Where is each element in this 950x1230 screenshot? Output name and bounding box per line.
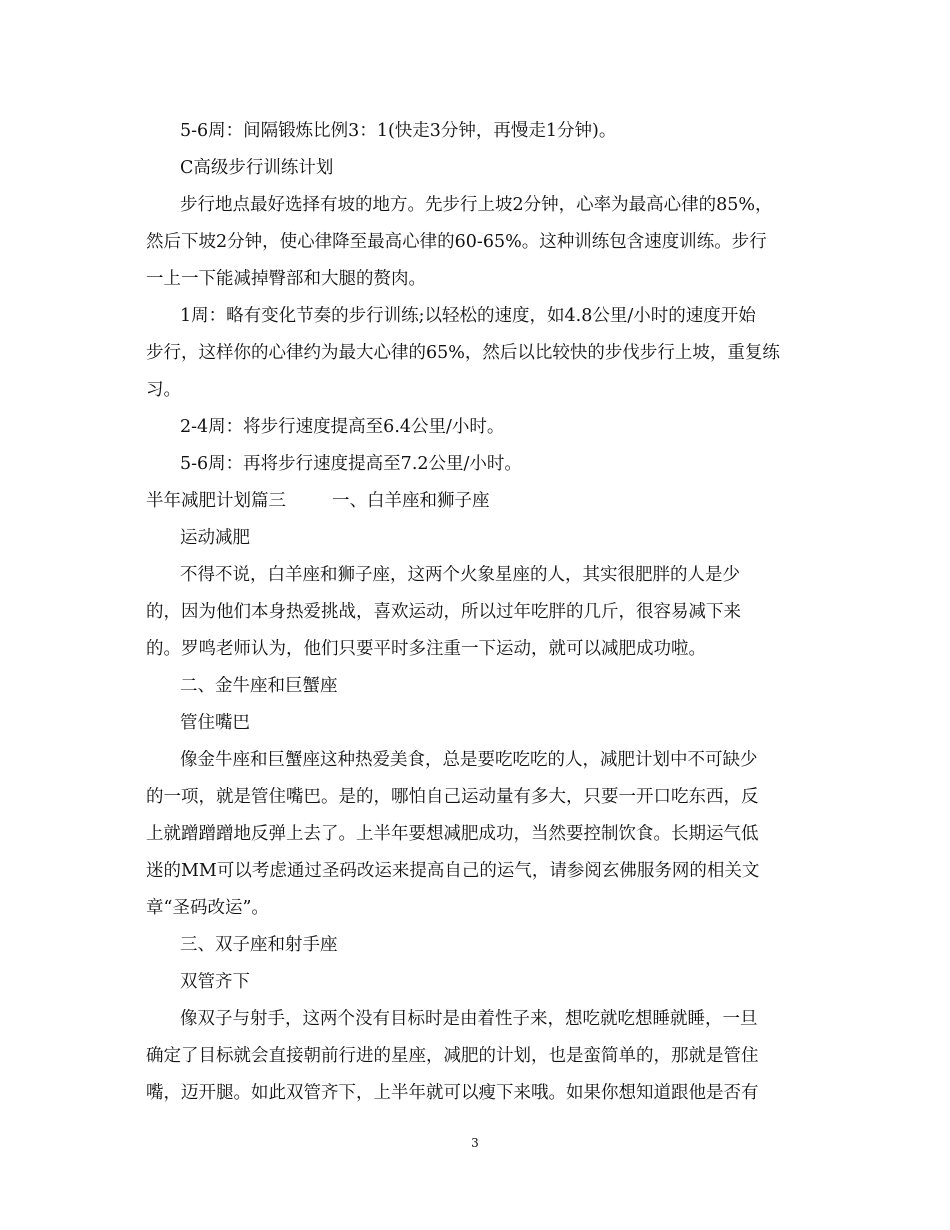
paragraph-line: 的，因为他们本身热爱挑战，喜欢运动，所以过年吃胖的几斤，很容易减下来 — [146, 602, 741, 622]
paragraph-line: 嘴，迈开腿。如此双管齐下，上半年就可以瘦下来哦。如果你想知道跟他是否有 — [146, 1083, 759, 1103]
paragraph-line: 像金牛座和巨蟹座这种热爱美食，总是要吃吃吃的人，减肥计划中不可缺少 — [180, 750, 758, 770]
paragraph-line: 5-6周：间隔锻炼比例3：1(快走3分钟，再慢走1分钟)。 — [180, 121, 617, 141]
paragraph-line: 迷的MM可以考虑通过圣码改运来提高自己的运气，请参阅玄佛服务网的相关文 — [146, 861, 760, 881]
paragraph-line: 步行，这样你的心律约为最大心律的65%，然后以比较快的步伐步行上坡，重复练 — [146, 343, 780, 363]
paragraph-line: 步行地点最好选择有坡的地方。先步行上坡2分钟，心率为最高心律的85%， — [180, 195, 773, 215]
subheading: C高级步行训练计划 — [180, 158, 334, 178]
paragraph-line: 确定了目标就会直接朝前行进的星座，减肥的计划，也是蛮简单的，那就是管住 — [146, 1046, 759, 1066]
paragraph-line: 1周：略有变化节奏的步行训练;以轻松的速度，如4.8公里/小时的速度开始 — [180, 306, 756, 326]
subheading: 运动减肥 — [180, 528, 250, 548]
paragraph-line: 习。 — [146, 380, 181, 400]
paragraph-line: 然后下坡2分钟，使心律降至最高心律的60-65%。这种训练包含速度训练。步行 — [146, 232, 767, 252]
paragraph-line: 5-6周：再将步行速度提高至7.2公里/小时。 — [180, 454, 522, 474]
page-number: 3 — [471, 1136, 479, 1150]
paragraph-line: 上就蹭蹭蹭地反弹上去了。上半年要想减肥成功，当然要控制饮食。长期运气低 — [146, 824, 759, 844]
paragraph-line: 的。罗鸣老师认为，他们只要平时多注重一下运动，就可以减肥成功啦。 — [146, 639, 706, 659]
paragraph-line: 章“圣码改运”。 — [146, 898, 269, 918]
paragraph-line: 像双子与射手，这两个没有目标时是由着性子来，想吃就吃想睡就睡，一旦 — [180, 1009, 758, 1029]
section-subtitle: 一、白羊座和狮子座 — [332, 491, 490, 511]
paragraph-line: 2-4周：将步行速度提高至6.4公里/小时。 — [180, 417, 505, 437]
section-title: 半年减肥计划篇三 — [146, 491, 286, 511]
subheading: 三、双子座和射手座 — [180, 935, 338, 955]
paragraph-line: 的一项，就是管住嘴巴。是的，哪怕自己运动量有多大，只要一开口吃东西，反 — [146, 787, 759, 807]
paragraph-line: 不得不说，白羊座和狮子座，这两个火象星座的人，其实很肥胖的人是少 — [180, 565, 740, 585]
paragraph-line: 一上一下能减掉臀部和大腿的赘肉。 — [146, 269, 426, 289]
section-heading — [146, 489, 490, 513]
subheading: 管住嘴巴 — [180, 713, 250, 733]
subheading: 二、金牛座和巨蟹座 — [180, 676, 338, 696]
subheading: 双管齐下 — [180, 972, 250, 992]
